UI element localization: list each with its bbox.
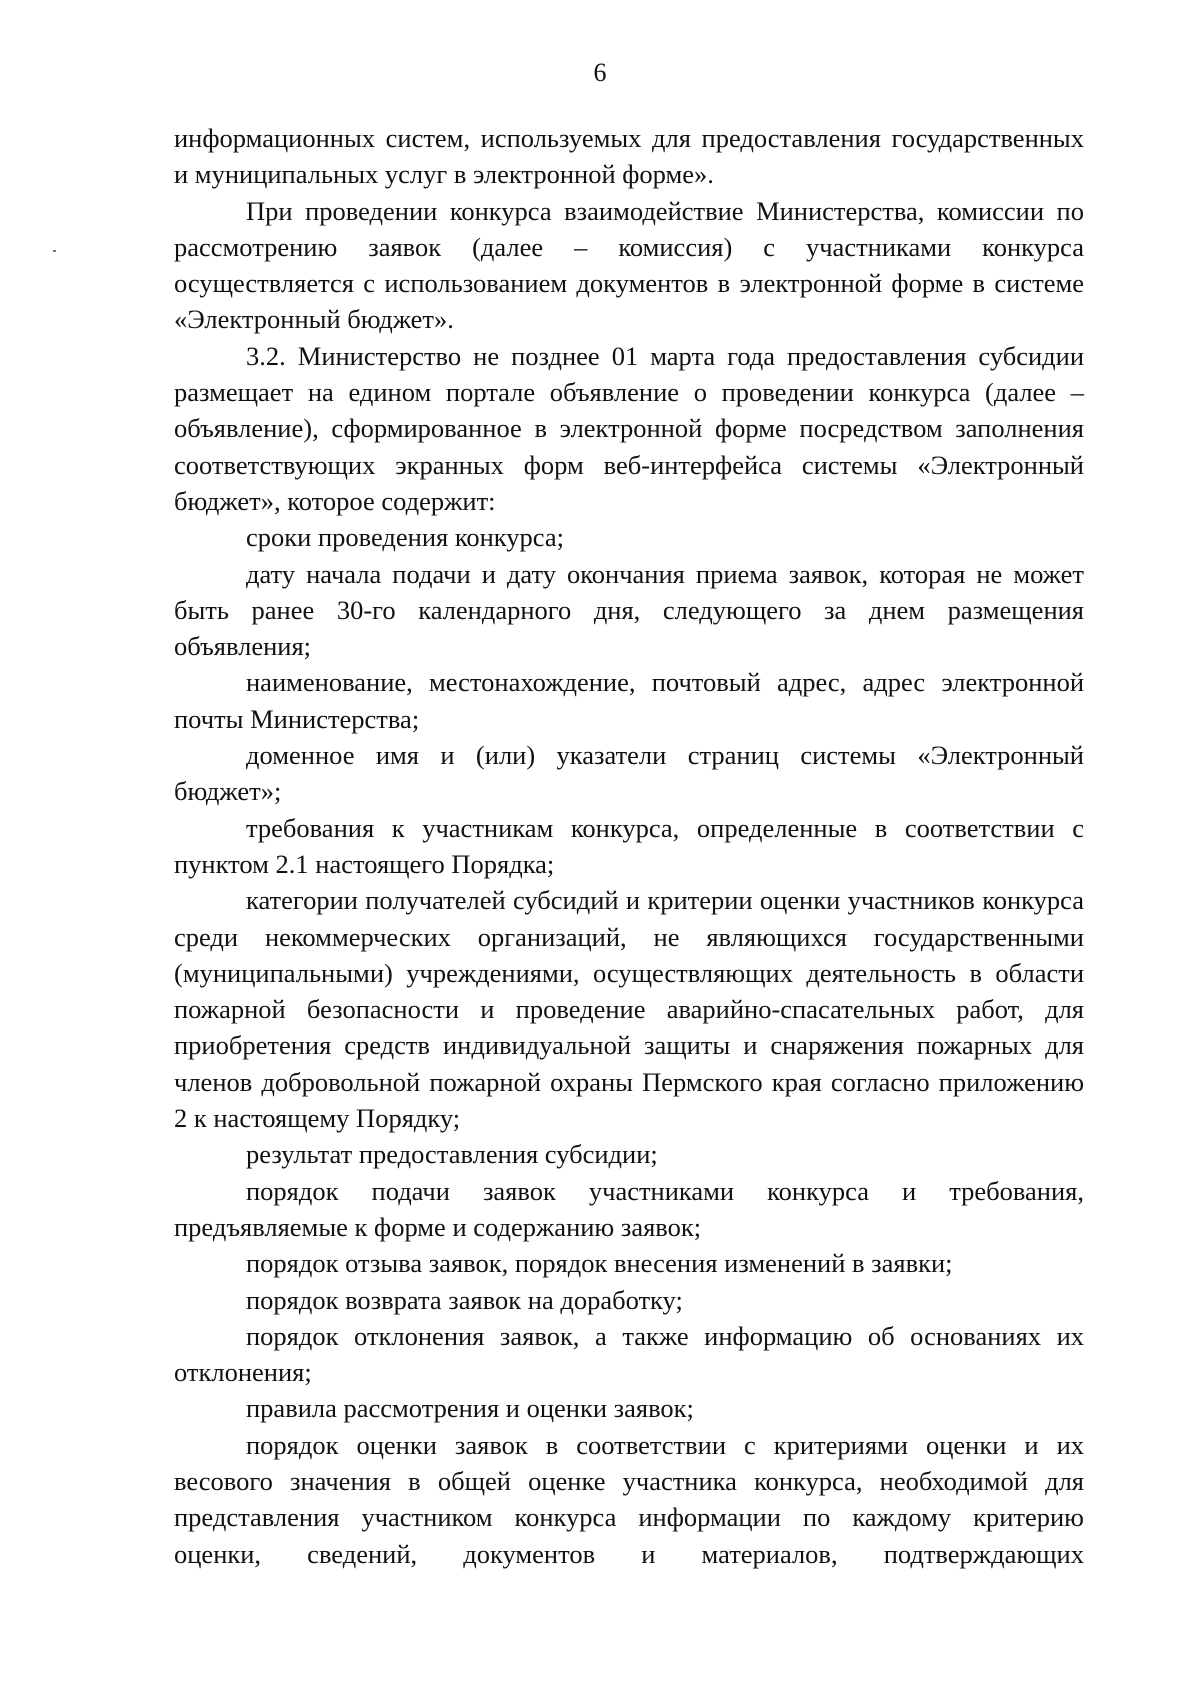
scan-mark (53, 250, 56, 252)
paragraph-continuation: информационных систем, используемых для предоставления государственных и муниципальных услуг в электронной форме». (174, 123, 1084, 190)
list-item-dates: дату начала подачи и дату окончания приема заявок, которая не может быть ранее 30-го календарного дня, следующего за днем размещения объявления; (174, 558, 1084, 662)
paragraph-interaction: При проведении конкурса взаимодействие Министерства, комиссии по рассмотрению заявок (далее – комиссия) с участниками конкурса осуществляется с использованием документов в электронной форме в системе «Электронный бюджет». (174, 195, 1084, 335)
document-body (174, 120, 1084, 1572)
list-item-rejection: порядок отклонения заявок, а также информацию об основаниях их отклонения; (174, 1320, 1084, 1388)
list-item-result: результат предоставления субсидии; (246, 1139, 658, 1170)
list-item-withdrawal: порядок отзыва заявок, порядок внесения изменений в заявки; (246, 1248, 953, 1279)
list-item-submission: порядок подачи заявок участниками конкурса и требования, предъявляемые к форме и содержанию заявок; (174, 1175, 1084, 1242)
list-item-review-rules: правила рассмотрения и оценки заявок; (246, 1393, 694, 1424)
list-item-address: наименование, местонахождение, почтовый адрес, адрес электронной почты Министерства; (174, 667, 1084, 734)
list-item-domain: доменное имя и (или) указатели страниц системы «Электронный бюджет»; (174, 740, 1084, 807)
list-item-categories: категории получателей субсидий и критерии оценки участников конкурса среди некоммерческих организаций, не являющихся государственными (муниципальными) учреждениями, осуществляющих деятельность в области пожарной безопасности и проведение аварийно-спасательных работ, для приобретения средств индивидуальной защиты и снаряжения пожарных для членов добровольной пожарной охраны Пермского края согласно приложению 2 к настоящему Порядку; (174, 885, 1084, 1134)
list-item-terms: сроки проведения конкурса; (246, 522, 564, 553)
list-item-evaluation: порядок оценки заявок в соответствии с критериями оценки и их весового значения в общей оценке участника конкурса, необходимой для представления участником конкурса информации по каждому критерию оценки, сведений, документов и материалов, подтверждающих (174, 1429, 1084, 1569)
paragraph-3-2: 3.2. Министерство не позднее 01 марта года предоставления субсидии размещает на едином портале объявление о проведении конкурса (далее – объявление), сформированное в электронной форме посредством заполнения соответствующих экранных форм веб-интерфейса системы «Электронный бюджет», которое содержит: (174, 340, 1084, 516)
page-number: 6 (593, 58, 607, 87)
list-item-return: порядок возврата заявок на доработку; (246, 1284, 683, 1315)
list-item-requirements: требования к участникам конкурса, определенные в соответствии с пунктом 2.1 настоящего Порядка; (174, 812, 1084, 879)
